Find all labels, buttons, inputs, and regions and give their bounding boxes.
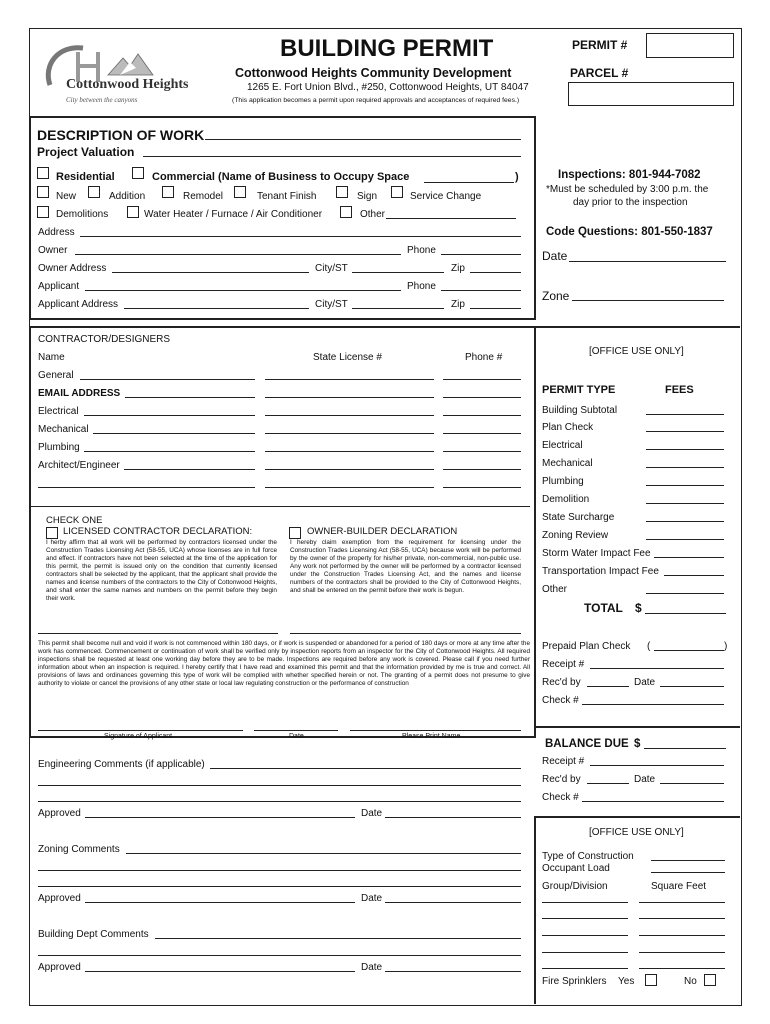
balance-check-field[interactable] (582, 801, 724, 802)
declaration-divider (31, 506, 530, 507)
mechanical-name-field[interactable] (93, 433, 255, 434)
architect-license-field-2[interactable] (265, 487, 434, 488)
group-division-field[interactable] (542, 918, 628, 919)
balance-date-field[interactable] (660, 783, 724, 784)
permit-type-header: PERMIT TYPE (542, 384, 616, 396)
zoning-approved-label: Approved (38, 893, 81, 904)
plumbing-name-field[interactable] (84, 451, 255, 452)
applicant-zip-field[interactable] (470, 308, 521, 309)
electrical-name-field[interactable] (84, 415, 255, 416)
square-feet-field[interactable] (639, 968, 725, 969)
new-checkbox[interactable] (37, 186, 49, 198)
commercial-business-field[interactable] (424, 182, 514, 183)
fire-sprinklers-yes-label: Yes (618, 976, 635, 987)
email-name-field[interactable] (125, 397, 255, 398)
owner-city-label: City/ST (315, 263, 348, 274)
storm-water-label: Storm Water Impact Fee (542, 548, 651, 559)
address-label: Address (38, 227, 75, 238)
balance-due-field[interactable] (644, 748, 726, 749)
prepaid-field[interactable] (654, 650, 724, 651)
other-fee-field[interactable] (646, 593, 724, 594)
commercial-close-paren: ) (515, 171, 519, 183)
fee-item-field[interactable] (646, 503, 724, 504)
residential-label: Residential (56, 171, 115, 183)
check-one-label: CHECK ONE (46, 515, 103, 526)
building-comments-field[interactable] (155, 938, 521, 939)
group-division-field[interactable] (542, 968, 628, 969)
print-name-field[interactable] (350, 730, 521, 731)
parcel-number-field[interactable] (568, 82, 734, 106)
square-feet-field[interactable] (639, 952, 725, 953)
print-name-caption: Please Print Name (402, 733, 461, 740)
parcel-number-label: PARCEL # (570, 66, 629, 80)
sign-label: Sign (357, 191, 378, 202)
permit-note: (This application becomes a permit upon required approvals and acceptances of required fees.) (232, 97, 520, 104)
occupant-load-label: Occupant Load (542, 863, 610, 874)
occupant-load-field[interactable] (651, 872, 725, 873)
balance-check-label: Check # (542, 792, 579, 803)
contractors-heading: CONTRACTOR/DESIGNERS (38, 334, 171, 345)
office-use-label: [OFFICE USE ONLY] (589, 346, 684, 357)
other-fee-label: Other (542, 584, 568, 595)
applicant-address-field[interactable] (124, 308, 309, 309)
address-field[interactable] (80, 236, 521, 237)
zoning-approved-field[interactable] (85, 902, 355, 903)
receipt-field[interactable] (590, 668, 724, 669)
recd-by-field[interactable] (587, 686, 629, 687)
engineering-approved-label: Approved (38, 808, 81, 819)
licensed-contractor-title: LICENSED CONTRACTOR DECLARATION: (63, 526, 253, 537)
engineering-comments-field[interactable] (210, 768, 521, 769)
date-field[interactable] (569, 261, 726, 262)
check-number-field[interactable] (582, 704, 724, 705)
new-label: New (56, 191, 77, 202)
description-of-work-field[interactable] (205, 139, 521, 140)
zoning-comments-field[interactable] (126, 853, 521, 854)
sign-checkbox[interactable] (336, 186, 348, 198)
total-label: TOTAL (584, 601, 623, 615)
fee-item-label: Building Subtotal (542, 405, 618, 416)
balance-recd-by-label: Rec'd by (542, 774, 581, 785)
owner-builder-text: I hereby claim exemption from the requirement for licensing under the Construction Trades Licensing Act (58-55, UCA) because work will be performed by the owner of the property for his/her private, non-commercial, non-public use. Any work not performed by the owner will be performed by a contractor licensed under the Construction Trades Licensing Act, and the names and license numbers of the contractors shall be provided to the City of Cottonwood Heights, and shall be entered on the permit before their work is begun. (290, 539, 521, 594)
applicant-city-label: City/ST (315, 299, 348, 310)
residential-checkbox[interactable] (37, 167, 49, 179)
square-feet-label: Square Feet (651, 881, 707, 892)
service-change-label: Service Change (410, 191, 482, 202)
fire-sprinklers-no-label: No (684, 976, 697, 987)
fire-sprinklers-yes-checkbox[interactable] (645, 974, 657, 986)
square-feet-field[interactable] (639, 918, 725, 919)
contractor-phone-header: Phone # (465, 352, 503, 363)
architect-name-field-2[interactable] (38, 487, 255, 488)
owner-city-field[interactable] (352, 272, 444, 273)
group-division-field[interactable] (542, 935, 628, 936)
engineering-comments-line-3[interactable] (38, 801, 521, 802)
fee-item-label: State Surcharge (542, 512, 615, 523)
mechanical-phone-field[interactable] (443, 433, 521, 434)
building-approved-field[interactable] (85, 971, 355, 972)
page-title: BUILDING PERMIT (280, 35, 494, 62)
commercial-checkbox[interactable] (132, 167, 144, 179)
group-division-field[interactable] (542, 902, 628, 903)
building-date-label: Date (361, 962, 383, 973)
group-division-label: Group/Division (542, 881, 608, 892)
receipt-label: Receipt # (542, 659, 585, 670)
square-feet-field[interactable] (639, 935, 725, 936)
zoning-comments-label: Zoning Comments (38, 844, 120, 855)
plumbing-license-field[interactable] (265, 451, 434, 452)
general-label: General (38, 370, 74, 381)
owner-phone-label: Phone (407, 245, 436, 256)
square-feet-field[interactable] (639, 902, 725, 903)
commercial-label: Commercial (Name of Business to Occupy Space (152, 171, 410, 183)
contractor-license-header: State License # (313, 352, 382, 363)
department-address: 1265 E. Fort Union Blvd., #250, Cottonwood Heights, UT 84047 (247, 82, 529, 93)
fee-item-field[interactable] (646, 485, 724, 486)
logo-text: Cottonwood Heights (66, 77, 189, 92)
engineering-date-label: Date (361, 808, 383, 819)
transportation-label: Transportation Impact Fee (542, 566, 659, 577)
owner-zip-label: Zip (451, 263, 465, 274)
building-comments-line-2[interactable] (38, 955, 521, 956)
date-label: Date (542, 249, 568, 263)
recd-date-field[interactable] (660, 686, 724, 687)
prepaid-close-paren: ) (724, 641, 728, 652)
fee-item-label: Demolition (542, 494, 590, 505)
applicant-label: Applicant (38, 281, 80, 292)
zoning-date-field[interactable] (385, 902, 521, 903)
fee-item-label: Zoning Review (542, 530, 609, 541)
electrical-label: Electrical (38, 406, 79, 417)
owner-label: Owner (38, 245, 68, 256)
email-phone-field[interactable] (443, 397, 521, 398)
owner-address-field[interactable] (112, 272, 309, 273)
fee-item-label: Plan Check (542, 422, 594, 433)
tenant-finish-label: Tenant Finish (257, 191, 317, 202)
fee-item-label: Plumbing (542, 476, 584, 487)
licensed-contractor-signature[interactable] (38, 633, 278, 634)
logo-tagline: City between the canyons (66, 96, 138, 104)
fee-item-field[interactable] (646, 431, 724, 432)
licensed-contractor-checkbox[interactable] (46, 527, 58, 539)
city-logo (38, 40, 189, 110)
applicant-signature-field[interactable] (38, 730, 243, 731)
group-division-field[interactable] (542, 952, 628, 953)
architect-license-field[interactable] (265, 469, 434, 470)
prepaid-plan-check-label: Prepaid Plan Check (542, 641, 631, 652)
plumbing-label: Plumbing (38, 442, 80, 453)
general-license-field[interactable] (265, 379, 434, 380)
owner-builder-title: OWNER-BUILDER DECLARATION (307, 526, 458, 537)
applicant-phone-label: Phone (407, 281, 436, 292)
balance-due-label: BALANCE DUE (545, 738, 629, 750)
owner-phone-field[interactable] (441, 254, 521, 255)
owner-builder-checkbox[interactable] (289, 527, 301, 539)
recd-by-label: Rec'd by (542, 677, 581, 688)
email-address-label: EMAIL ADDRESS (38, 388, 121, 399)
description-of-work-label: DESCRIPTION OF WORK (37, 127, 205, 143)
project-valuation-field[interactable] (143, 156, 521, 157)
code-questions-phone: Code Questions: 801-550-1837 (546, 226, 713, 238)
remodel-label: Remodel (183, 191, 224, 202)
tenant-finish-checkbox[interactable] (234, 186, 246, 198)
fee-item-field[interactable] (646, 539, 724, 540)
engineering-comments-line-2[interactable] (38, 785, 521, 786)
fire-sprinklers-no-checkbox[interactable] (704, 974, 716, 986)
electrical-phone-field[interactable] (443, 415, 521, 416)
owner-builder-signature[interactable] (290, 633, 521, 634)
inspections-note-2: day prior to the inspection (573, 197, 688, 208)
other-field[interactable] (386, 218, 516, 219)
building-comments-label: Building Dept Comments (38, 929, 149, 940)
applicant-phone-field[interactable] (441, 290, 521, 291)
building-approved-label: Approved (38, 962, 81, 973)
remodel-checkbox[interactable] (162, 186, 174, 198)
demolitions-checkbox[interactable] (37, 206, 49, 218)
owner-address-label: Owner Address (38, 263, 107, 274)
email-license-field[interactable] (265, 397, 434, 398)
applicant-field[interactable] (85, 290, 401, 291)
addition-label: Addition (109, 191, 146, 202)
department-name: Cottonwood Heights Community Development (235, 66, 512, 80)
zoning-date-label: Date (361, 893, 383, 904)
licensed-contractor-text: I herby affirm that all work will be performed by contractors licensed under the Construction Trades Licensing Act (58-55, UCA) whose licenses are in full force and effect. If contractors have not been selected at the time of the application for this permit, the permit is issued only on the condition that currently licensed contractors shall be selected by the applicant, that the applicant shall provide the names and license numbers of the contractors to the City of Cottonwood Heights, and shall enter the same names and numbers on the permit before they begin their work. (46, 539, 277, 602)
applicant-address-label: Applicant Address (38, 299, 119, 310)
check-number-label: Check # (542, 695, 579, 706)
addition-checkbox[interactable] (88, 186, 100, 198)
general-name-field[interactable] (80, 379, 255, 380)
architect-phone-field[interactable] (443, 469, 521, 470)
architect-name-field[interactable] (124, 469, 255, 470)
mechanical-license-field[interactable] (265, 433, 434, 434)
plumbing-phone-field[interactable] (443, 451, 521, 452)
fee-item-label: Electrical (542, 440, 583, 451)
balance-due-dollar: $ (634, 738, 641, 750)
water-heater-label: Water Heater / Furnace / Air Conditioner (144, 209, 323, 220)
balance-receipt-label: Receipt # (542, 756, 585, 767)
permit-number-field[interactable] (646, 33, 734, 58)
fee-item-field[interactable] (646, 414, 724, 415)
inspections-note-1: *Must be scheduled by 3:00 p.m. the (546, 184, 709, 195)
zone-label: Zone (542, 289, 570, 303)
owner-field[interactable] (75, 254, 401, 255)
building-date-field[interactable] (385, 971, 521, 972)
engineering-comments-label: Engineering Comments (if applicable) (38, 759, 205, 770)
fee-item-label: Mechanical (542, 458, 593, 469)
applicant-zip-label: Zip (451, 299, 465, 310)
fees-header: FEES (665, 384, 694, 396)
inspections-phone: Inspections: 801-944-7082 (558, 169, 701, 181)
zoning-comments-line-2[interactable] (38, 870, 521, 871)
null-void-text: This permit shall become null and void if work is not commenced within 180 days, or if work is suspended or abandoned for a period of 180 days or more at any time after the work has commenced. Commencement or continuation of work shall be verified only by inspection reports from an inspector for the City of Cottonwood Heights. All required inspections shall be requested at least one working day before they are to be made. Inspections are required before any work is covered. Please call if you need further information about when an inspection is required. I hereby certify that I have read and examined this permit and that the information provided by me is true and correct. All provisions of laws and ordinances governing this type of work will be complied with whether specified herein or not. The granting of a permit does not presume to give authority to violate or cancel the provisions of any other state or local law regulating construction or the performance of construction (38, 640, 530, 687)
type-construction-field[interactable] (651, 860, 725, 861)
service-change-checkbox[interactable] (391, 186, 403, 198)
balance-recd-by-field[interactable] (587, 783, 629, 784)
recd-date-label: Date (634, 677, 656, 688)
storm-water-field[interactable] (654, 557, 724, 558)
zoning-comments-line-3[interactable] (38, 886, 521, 887)
demolitions-label: Demolitions (56, 209, 109, 220)
balance-receipt-field[interactable] (590, 765, 724, 766)
engineering-approved-field[interactable] (85, 817, 355, 818)
architect-phone-field-2[interactable] (443, 487, 521, 488)
prepaid-open-paren: ( (647, 641, 651, 652)
architect-label: Architect/Engineer (38, 460, 120, 471)
office-use-label-2: [OFFICE USE ONLY] (589, 827, 684, 838)
owner-zip-field[interactable] (470, 272, 521, 273)
fire-sprinklers-label: Fire Sprinklers (542, 976, 607, 987)
fee-item-field[interactable] (646, 449, 724, 450)
total-dollar: $ (635, 601, 642, 615)
signature-applicant-caption: Signature of Applicant (104, 733, 173, 740)
permit-number-label: PERMIT # (572, 38, 628, 52)
other-checkbox[interactable] (340, 206, 352, 218)
applicant-city-field[interactable] (352, 308, 444, 309)
total-field[interactable] (645, 613, 726, 614)
other-label: Other (360, 209, 386, 220)
type-construction-label: Type of Construction (542, 851, 634, 862)
general-phone-field[interactable] (443, 379, 521, 380)
signature-date-caption: Date (289, 733, 304, 740)
fee-item-field[interactable] (646, 467, 724, 468)
fee-item-field[interactable] (646, 521, 724, 522)
mechanical-label: Mechanical (38, 424, 89, 435)
transportation-field[interactable] (664, 575, 724, 576)
zone-field[interactable] (572, 300, 724, 301)
project-valuation-label: Project Valuation (37, 145, 135, 159)
balance-date-label: Date (634, 774, 656, 785)
signature-date-field[interactable] (254, 730, 338, 731)
water-heater-checkbox[interactable] (127, 206, 139, 218)
engineering-date-field[interactable] (385, 817, 521, 818)
contractor-name-header: Name (38, 352, 65, 363)
electrical-license-field[interactable] (265, 415, 434, 416)
